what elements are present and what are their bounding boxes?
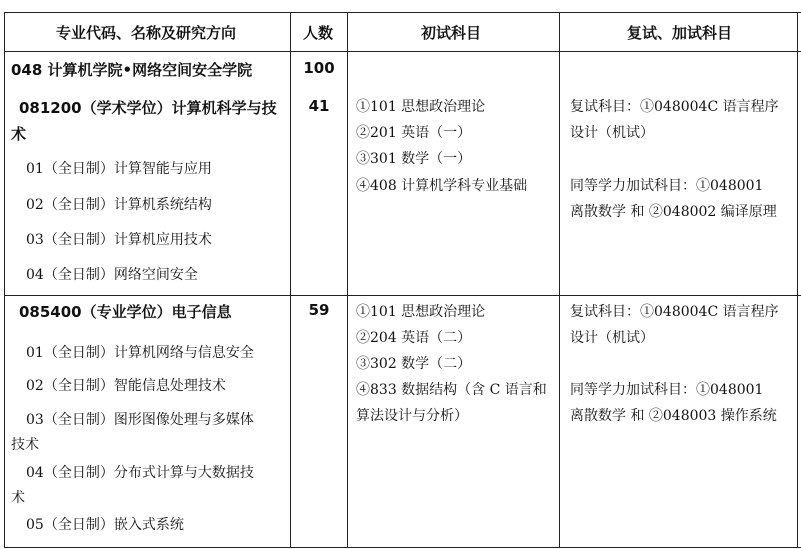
program1-count: 41 — [308, 97, 330, 115]
program2-exam: ③302 数学（二） — [356, 356, 472, 372]
program1-exam: ①101 思想政治理论 — [356, 99, 486, 115]
column-divider-1 — [290, 12, 291, 548]
program1-exam: ④408 计算机学科专业基础 — [356, 178, 528, 194]
column-divider-2 — [347, 12, 348, 548]
table-right-border — [797, 12, 798, 548]
college-title: 048 计算机学院•网络空间安全学院 — [11, 61, 253, 79]
program2-exam: ②204 英语（二） — [356, 330, 472, 346]
program2-direction: 04（全日制）分布式计算与大数据技 — [26, 465, 254, 481]
program1-exam: ③301 数学（一） — [356, 151, 472, 167]
table-top-border — [4, 12, 801, 13]
program2-extra-line2: 离散数学 和 ②048003 操作系统 — [570, 408, 777, 424]
row-separator — [4, 295, 801, 296]
header-count: 人数 — [303, 24, 334, 42]
program2-direction: 技术 — [11, 437, 39, 453]
program1-extra-line2: 离散数学 和 ②048002 编译原理 — [570, 204, 777, 220]
program2-exam: 算法设计与分析） — [356, 408, 468, 424]
program2-direction: 02（全日制）智能信息处理技术 — [26, 378, 226, 394]
college-count: 100 — [303, 59, 335, 77]
program1-direction: 01（全日制）计算智能与应用 — [26, 161, 212, 177]
program2-retest-line2: 设计（机试） — [570, 330, 654, 346]
program2-retest-line1: 复试科目：①048004C 语言程序 — [570, 304, 779, 320]
program2-direction: 01（全日制）计算机网络与信息安全 — [26, 345, 254, 361]
program2-count: 59 — [308, 301, 330, 319]
program2-title: 085400（专业学位）电子信息 — [19, 303, 232, 321]
program1-retest-line2: 设计（机试） — [570, 125, 654, 141]
program1-retest-line1: 复试科目：①048004C 语言程序 — [570, 99, 779, 115]
header-major: 专业代码、名称及研究方向 — [56, 24, 237, 42]
program2-direction: 05（全日制）嵌入式系统 — [26, 517, 184, 533]
header-bottom-border — [4, 51, 801, 52]
table-bottom-border — [4, 547, 801, 548]
header-initial-exam: 初试科目 — [421, 24, 482, 42]
program1-title-line2: 术 — [11, 125, 27, 143]
program1-exam: ②201 英语（一） — [356, 125, 472, 141]
program1-direction: 04（全日制）网络空间安全 — [26, 267, 198, 283]
table-left-border — [4, 12, 5, 548]
program1-extra-line1: 同等学力加试科目：①048001 — [570, 178, 764, 194]
program2-extra-line1: 同等学力加试科目：①048001 — [570, 382, 764, 398]
program2-exam: ①101 思想政治理论 — [356, 304, 486, 320]
program2-direction: 03（全日制）图形图像处理与多媒体 — [26, 412, 254, 428]
program1-title-line1: 081200（学术学位）计算机科学与技 — [19, 99, 277, 117]
column-divider-3 — [559, 12, 560, 548]
program1-direction: 03（全日制）计算机应用技术 — [26, 232, 212, 248]
program2-exam: ④833 数据结构（含 C 语言和 — [356, 382, 547, 398]
program1-direction: 02（全日制）计算机系统结构 — [26, 197, 212, 213]
header-retest: 复试、加试科目 — [627, 24, 733, 42]
program2-direction: 术 — [11, 490, 25, 506]
